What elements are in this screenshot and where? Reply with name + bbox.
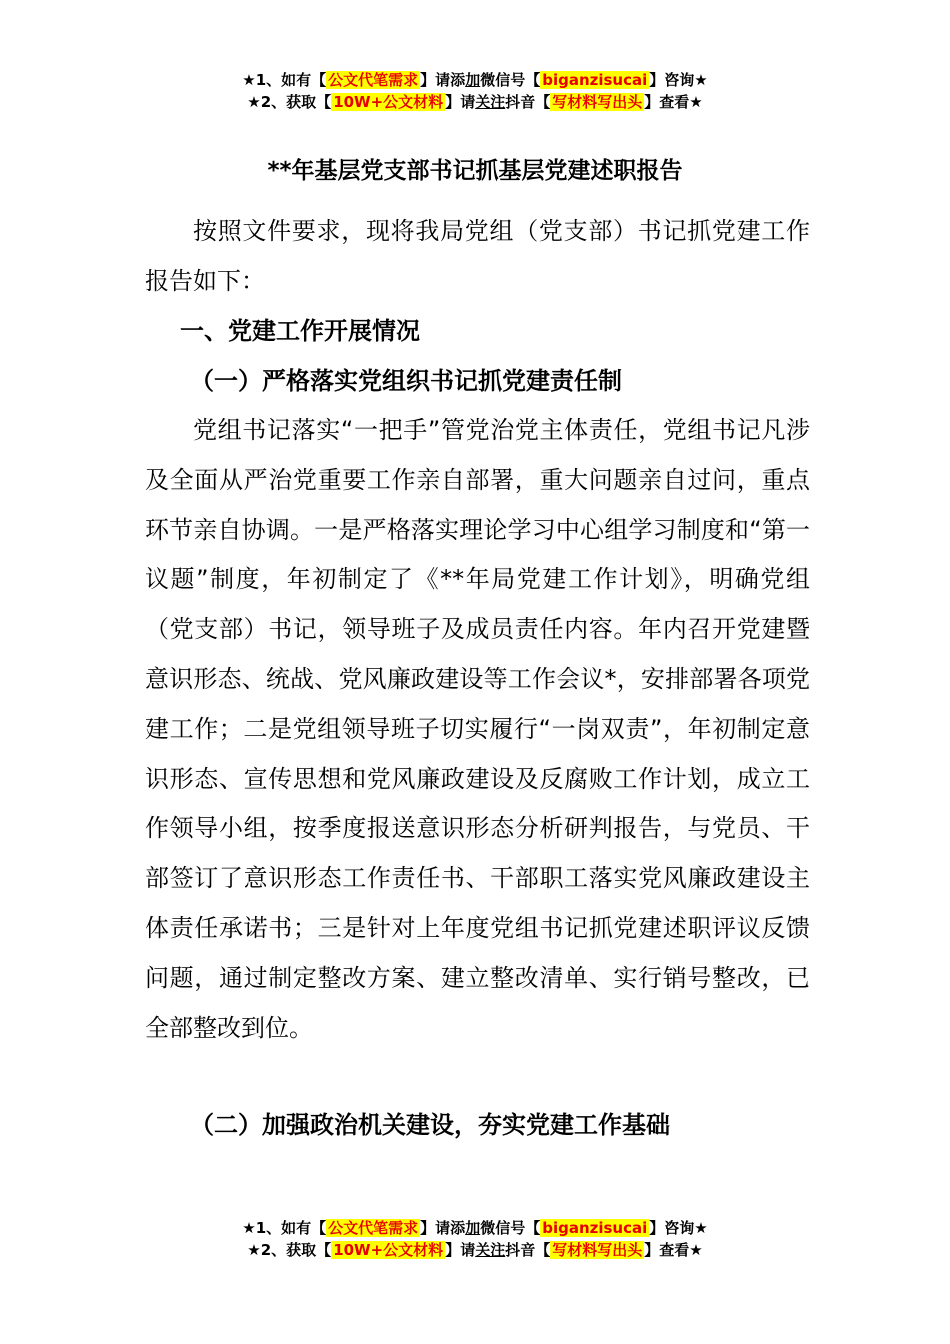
notice-line-1: ★1、如有【 公文代笔需求 】请添加微信号【 biganzisucai 】咨询★ (242, 1219, 708, 1237)
highlight-materials: 10W+公文材料 (333, 1241, 444, 1259)
highlight-materials: 10W+公文材料 (333, 93, 444, 111)
notice-line-1: ★1、如有【 公文代笔需求 】请添加微信号【 biganzisucai 】咨询★ (242, 71, 708, 89)
highlight-douyin: 写材料写出头 (552, 1241, 643, 1259)
body-paragraph (145, 406, 810, 1053)
intro-text: 按照文件要求，现将我局党组（党支部）书记抓党建工作报告如下： (145, 217, 810, 295)
subsection-heading-2: （二）加强政治机关建设，夯实党建工作基础 (190, 1111, 670, 1139)
highlight-douyin: 写材料写出头 (552, 93, 643, 111)
highlight-service: 公文代笔需求 (328, 1219, 419, 1237)
intro-paragraph (145, 207, 810, 307)
header-notice (0, 69, 950, 113)
section-heading: 一、党建工作开展情况 (180, 317, 420, 345)
highlight-wechat-id: biganzisucai (542, 71, 648, 89)
notice-line-2: ★2、获取【 10W+公文材料 】请关注抖音【 写材料写出头 】查看★ (247, 93, 703, 111)
highlight-service: 公文代笔需求 (328, 71, 419, 89)
subsection-heading: （一）严格落实党组织书记抓党建责任制 (190, 367, 622, 395)
notice-line-2: ★2、获取【 10W+公文材料 】请关注抖音【 写材料写出头 】查看★ (247, 1241, 703, 1259)
body-text: 党组书记落实“一把手”管党治党主体责任，党组书记凡涉及全面从严治党重要工作亲自部署，重大问题亲自过问，重点环节亲自协调。一是严格落实理论学习中心组学习制度和“第一议题”制度，年初制定了《**年局党建工作计划》，明确党组（党支部）书记，领导班子及成员责任内容。年内召开党建暨意识形态、统战、党风廉政建设等工作会议*，安排部署各项党建工作；二是党组领导班子切实履行“一岗双责”，年初制定意识形态、宣传思想和党风廉政建设及反腐败工作计划，成立工作领导小组，按季度报送意识形态分析研判报告，与党员、干部签订了意识形态工作责任书、干部职工落实党风廉政建设主体责任承诺书；三是针对上年度党组书记抓党建述职评议反馈问题，通过制定整改方案、建立整改清单、实行销号整改，已全部整改到位。 (145, 416, 810, 1042)
document-title: **年基层党支部书记抓基层党建述职报告 (267, 158, 683, 184)
highlight-wechat-id: biganzisucai (542, 1219, 648, 1237)
footer-notice (0, 1217, 950, 1261)
